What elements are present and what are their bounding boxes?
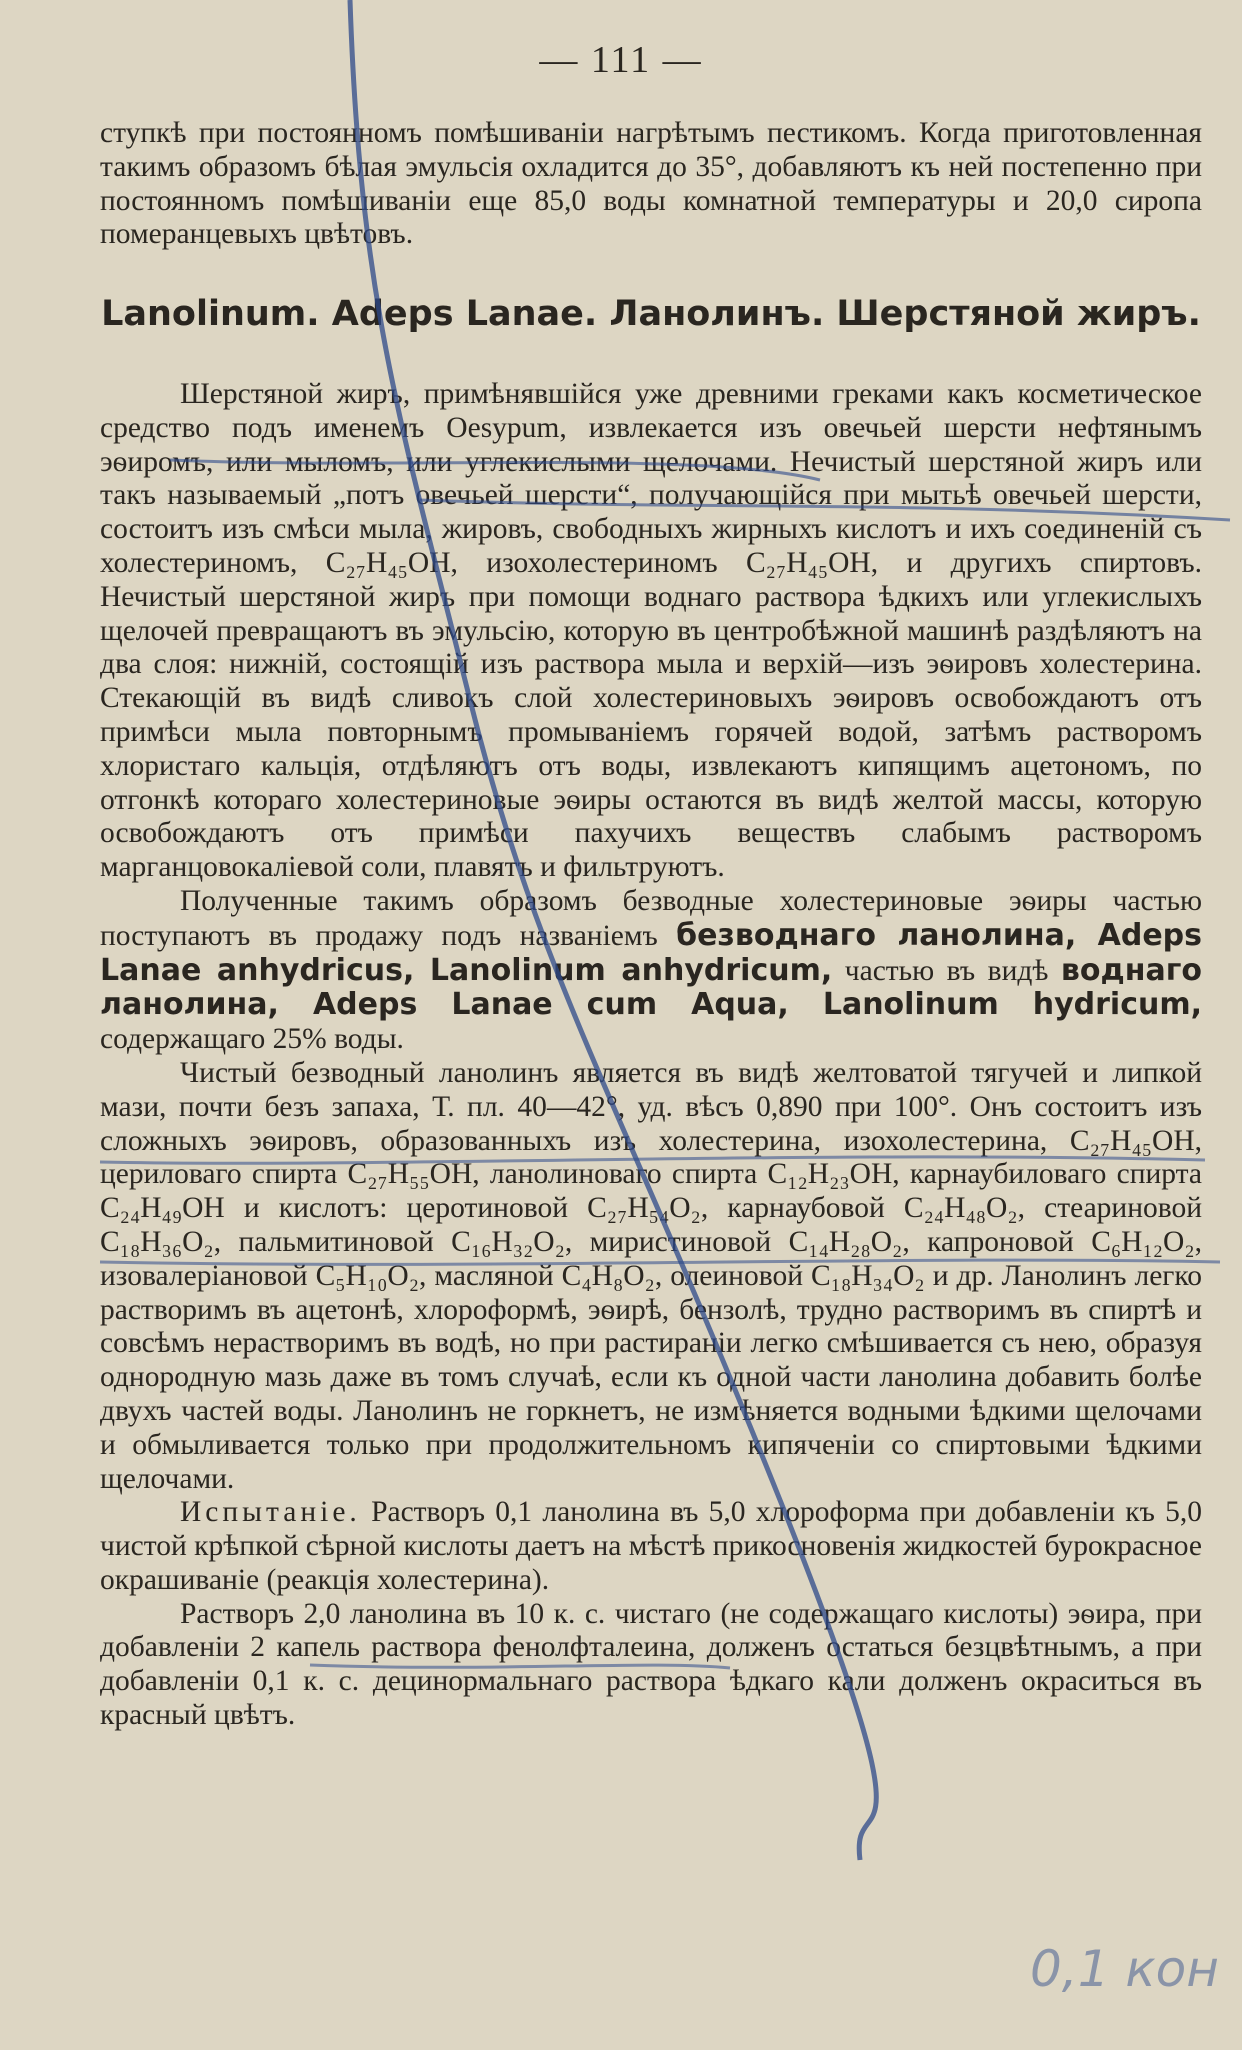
test-label: Испытаніе. [180, 1496, 361, 1529]
p2-anhydrous-names: безводнаго ланолина, Adeps Lanae anhydricus, Lanolinum anhydricum, [100, 917, 1203, 988]
p2-end: содержащаго 25% воды. [100, 1023, 404, 1056]
paragraph-test [100, 1496, 1202, 1597]
paragraph-properties: Чистый безводный ланолинъ является въ видѣ желтоватой тягучей и липкой мази, почти безъ запаха, Т. пл. 40—42°, уд. вѣсъ 0,890 при 100°. Онъ состоитъ изъ сложныхъ эѳировъ, образованныхъ изъ холестерина, изохолестерина, C₂₇H₄₅OH, цериловаго спирта C₂₇H₅₅OH, ланолиноваго спирта C₁₂H₂₃OH, карнаубиловаго спирта C₂₄H₄₉OH и кислотъ: церотиновой C₂₇H₅₄O₂, карнаубовой C₂₄H₄₈O₂, стеариновой C₁₈H₃₆O₂, пальмитиновой C₁₆H₃₂O₂, миристиновой C₁₄H₂₈O₂, капроновой C₆H₁₂O₂, изовалеріановой C₅H₁₀O₂, масляной C₄H₈O₂, олеиновой C₁₈H₃₄O₂ и др. Ланолинъ легко растворимъ въ ацетонѣ, хлороформѣ, эѳирѣ, бензолѣ, трудно растворимъ въ спиртѣ и совсѣмъ нерастворимъ въ водѣ, но при растираніи легко смѣшивается съ нею, образуя однородную мазь даже въ томъ случаѣ, если къ одной части ланолина добавить болѣе двухъ частей воды. Ланолинъ не горкнетъ, не измѣняется водными ѣдкими щелочами и обмыливается только при продолжительномъ кипяченіи со спиртовыми ѣдкими щелочами. [100, 1056, 1202, 1495]
handwritten-note: 0,1 кон [1030, 1940, 1219, 1998]
paragraph-commercial-forms [100, 885, 1202, 1057]
section-heading: Lanolinum. Adeps Lanae. Ланолинъ. Шерстяной жиръ. [101, 294, 1201, 334]
paragraph-acidity-test: Растворъ 2,0 ланолина въ 10 к. с. чистаго (не содержащаго кислоты) эѳира, при добавленіи 2 капель раствора фенолфталеина, долженъ остаться безцвѣтнымъ, а при добавленіи 0,1 к. с. децинормальнаго раствора ѣдкаго кали долженъ окраситься въ красный цвѣтъ. [100, 1597, 1202, 1732]
intro-text: ступкѣ при постоянномъ помѣшиваніи нагрѣтымъ пестикомъ. Когда приготовленная такимъ образомъ бѣлая эмульсія охладится до 35°, добавляютъ къ ней постепенно при постоянномъ помѣшиваніи еще 85,0 воды комнатной температуры и 20,0 сиропа померанцевыхъ цвѣтовъ. [100, 117, 1202, 251]
section-body [100, 378, 1202, 1733]
p2-hydrous-names: воднаго ланолина, Adeps Lanae cum Aqua, Lanolinum hydricum, [100, 952, 1202, 1023]
p2-mid: частью въ видѣ [844, 954, 1049, 987]
test-text: Растворъ 0,1 ланолина въ 5,0 хлороформа при добавленіи къ 5,0 чистой крѣпкой сѣрной кислоты даетъ на мѣстѣ прикосновенія жидкостей бурокрасное окрашиваніе (реакція холестерина). [100, 1496, 1202, 1596]
p2-start: Полученные такимъ образомъ безводные холестериновые эѳиры частью поступаютъ въ продажу подъ названіемъ [100, 884, 1202, 952]
page-number: — 111 — [539, 39, 703, 81]
intro-paragraph [100, 117, 1202, 252]
paragraph-origin: Шерстяной жиръ, примѣнявшійся уже древними греками какъ косметическое средство подъ именемъ Оesypum, извлекается изъ овечьей шерсти нефтянымъ эѳиромъ, или мыломъ, или углекислыми щелочами. Нечистый шерстяной жиръ или такъ называемый „потъ овечьей шерсти“, получающійся при мытьѣ овечьей шерсти, состоитъ изъ смѣси мыла, жировъ, свободныхъ жирныхъ кислотъ и ихъ соединеній съ холестериномъ, C₂₇H₄₅OH, изохолестериномъ C₂₇H₄₅OH, и другихъ спиртовъ. Нечистый шерстяной жиръ при помощи воднаго раствора ѣдкихъ или углекислыхъ щелочей превращаютъ въ эмульсію, которую въ центробѣжной машинѣ раздѣляютъ на два слоя: нижній, состоящій изъ раствора мыла и верхій—изъ эѳировъ холестерина. Стекающій въ видѣ сливокъ слой холестериновыхъ эѳировъ освобождаютъ отъ примѣси мыла повторнымъ промываніемъ горячей водой, затѣмъ растворомъ хлористаго кальція, отдѣляютъ отъ воды, извлекаютъ кипящимъ ацетономъ, по отгонкѣ котораго холестериновые эѳиры остаются въ видѣ желтой массы, которую освобождаютъ отъ примѣси пахучихъ веществъ слабымъ растворомъ марганцовокаліевой соли, плавятъ и фильтруютъ. [100, 378, 1202, 884]
